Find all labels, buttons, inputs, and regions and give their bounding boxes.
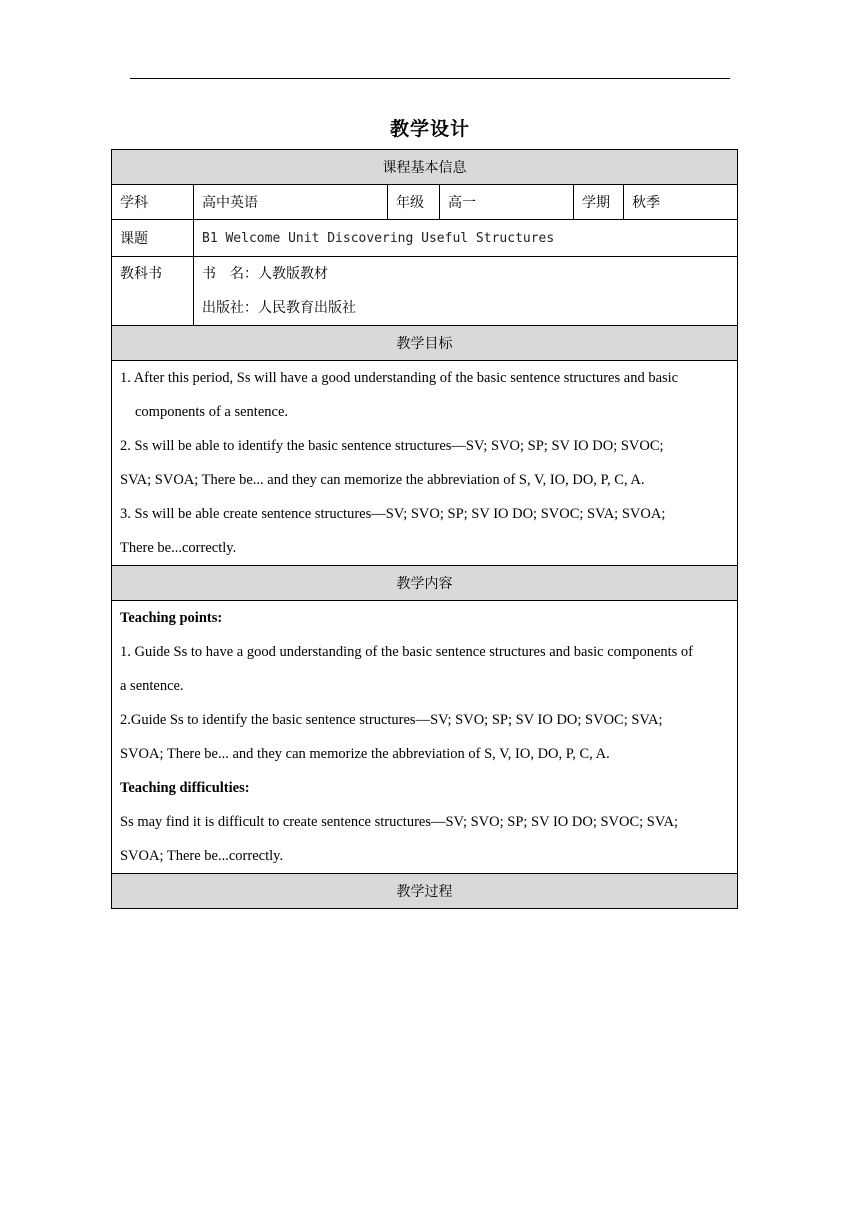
term-label: 学期 [574, 185, 624, 220]
publisher: 出版社：人民教育出版社 [202, 300, 356, 316]
teaching-content [112, 601, 738, 874]
objective-2-line-1: 2. Ss will be able to identify the basic sentence structures—SV; SVO; SP; SV IO DO; SVOC; [120, 438, 664, 454]
grade-value: 高一 [440, 185, 574, 220]
topic-label: 课题 [112, 220, 194, 257]
teaching-difficulties-heading: Teaching difficulties: [120, 780, 250, 796]
objectives-content [112, 361, 738, 566]
teaching-point-1-line-1: 1. Guide Ss to have a good understanding of the basic sentence structures and basic components of [120, 644, 694, 660]
section-header-process: 教学过程 [112, 874, 738, 909]
objective-3-line-2: There be...correctly. [120, 540, 237, 556]
document-title: 教学设计 [389, 118, 470, 140]
teaching-point-1-line-2: a sentence. [120, 678, 184, 694]
grade-label: 年级 [388, 185, 440, 220]
term-value: 秋季 [624, 185, 738, 220]
objective-1-line-1: 1. After this period, Ss will have a good understanding of the basic sentence structures and basic [120, 370, 679, 386]
teaching-difficulty-line-2: SVOA; There be...correctly. [120, 848, 284, 864]
objective-2-line-2: SVA; SVOA; There be... and they can memorize the abbreviation of S, V, IO, DO, P, C, A. [120, 472, 645, 488]
topic-value: B1 Welcome Unit Discovering Useful Structures [194, 220, 738, 257]
section-header-content: 教学内容 [112, 566, 738, 601]
teaching-point-2-line-2: SVOA; There be... and they can memorize the abbreviation of S, V, IO, DO, P, C, A. [120, 746, 610, 762]
section-header-objectives: 教学目标 [112, 326, 738, 361]
teaching-points-heading: Teaching points: [120, 610, 223, 626]
objective-3-line-1: 3. Ss will be able create sentence structures—SV; SVO; SP; SV IO DO; SVOC; SVA; SVOA; [120, 506, 666, 522]
header-rule [130, 78, 730, 79]
section-header-basic-info: 课程基本信息 [112, 150, 738, 185]
teaching-point-2-line-1: 2.Guide Ss to identify the basic sentence structures—SV; SVO; SP; SV IO DO; SVOC; SVA; [120, 712, 663, 728]
book-name: 书 名：人教版教材 [202, 266, 328, 282]
subject-label: 学科 [112, 185, 194, 220]
subject-value: 高中英语 [194, 185, 388, 220]
lesson-plan-table [111, 149, 738, 909]
teaching-difficulty-line-1: Ss may find it is difficult to create sentence structures—SV; SVO; SP; SV IO DO; SVOC; SVA; [120, 814, 678, 830]
textbook-info [194, 257, 738, 326]
textbook-label: 教科书 [112, 257, 194, 326]
objective-1-line-2: components of a sentence. [135, 404, 289, 420]
